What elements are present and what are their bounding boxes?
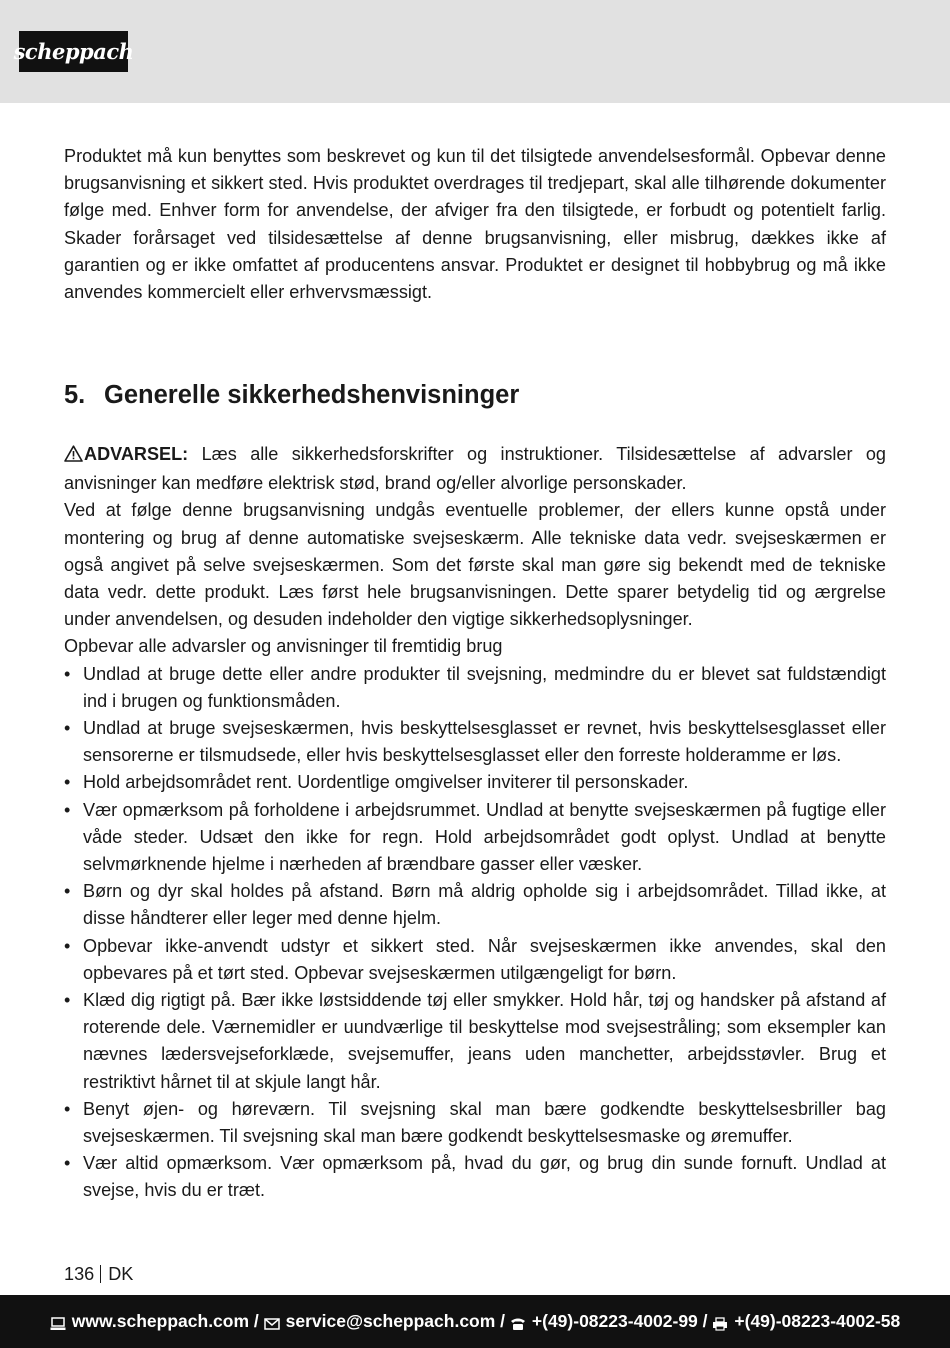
footer-separator: / (249, 1311, 264, 1331)
bullet-item (64, 769, 886, 796)
bullet-text: Vær altid opmærksom. Vær opmærksom på, hvad du gør, og brug din sunde fornuft. Undlad at svejse, hvis du er træt. (83, 1153, 886, 1201)
bullet-text: Børn og dyr skal holdes på afstand. Børn må aldrig opholde sig i arbejdsområdet. Tillad ikke, at disse håndterer eller leger med denne hjelm. (83, 881, 886, 929)
bullet-item (64, 797, 886, 879)
bullet-dot: • (64, 1153, 71, 1174)
phone-icon (510, 1315, 526, 1329)
header-band (0, 0, 950, 103)
section-title: Generelle sikkerhedshenvisninger (104, 381, 520, 409)
bullet-dot: • (64, 663, 71, 684)
safety-bullet-list (64, 661, 886, 1205)
section-number: 5. (64, 381, 86, 409)
footer-fax: +(49)-08223-4002-58 (734, 1311, 901, 1331)
computer-icon (50, 1315, 66, 1329)
bullet-text: Undlad at bruge svejseskærmen, hvis beskyttelsesglasset er revnet, hvis beskyttelsesglasset eller sensorerne er tilsmudsede, eller hvis beskyttelsesglasset eller den forreste holderamme er løs. (83, 718, 886, 766)
footer-separator: / (697, 1311, 713, 1331)
bullet-item (64, 933, 886, 987)
footer-separator: / (495, 1311, 510, 1331)
logo-text: scheppach (13, 39, 134, 64)
warning-triangle-icon (64, 443, 84, 470)
bullet-dot: • (64, 935, 71, 956)
footer-email-link[interactable]: service@scheppach.com (285, 1311, 496, 1331)
bullet-dot: • (64, 718, 71, 739)
page-language: DK (108, 1264, 134, 1284)
warning-text: Læs alle sikkerhedsforskrifter og instruktioner. Tilsidesættelse af advarsler og anvisninger kan medføre elektrisk stød, brand og/eller alvorlige personskader. (64, 444, 886, 494)
body-paragraph-2: Opbevar alle advarsler og anvisninger til fremtidig brug (64, 636, 503, 657)
body-paragraph-1: Ved at følge denne brugsanvisning undgås eventuelle problemer, der ellers kunne opstå under montering og brug af denne automatiske svejseskærm. Alle tekniske data vedr. svejseskærmen er også angivet på selve svejseskærmen. Som det første skal man gøre sig bekendt med de tekniske data vedr. dette produkt. Læs først hele brugsanvisningen. Dette sparer betydelig tid og ærgrelse under anvendelsen, og desuden indeholder den vigtige sikkerhedsoplysninger. (64, 500, 886, 630)
scheppach-logo (13, 31, 134, 72)
bullet-text: Hold arbejdsområdet rent. Uordentlige omgivelser inviterer til personskader. (83, 772, 689, 793)
section-heading (64, 381, 886, 410)
bullet-text: Undlad at bruge dette eller andre produkter til svejsning, medmindre du er blevet sat fuldstændigt ind i brugen og funktionsmåden. (83, 663, 886, 711)
intro-section (64, 143, 886, 306)
contact-footer (0, 1295, 950, 1348)
bullet-dot: • (64, 881, 71, 902)
bullet-item (64, 1150, 886, 1204)
bullet-dot: • (64, 799, 71, 820)
bullet-dot: • (64, 772, 71, 793)
bullet-item (64, 1096, 886, 1150)
page-number-value: 136 (64, 1264, 95, 1284)
bullet-item (64, 661, 886, 715)
footer-website-link[interactable]: www.scheppach.com (71, 1311, 250, 1331)
safety-body (64, 441, 886, 1205)
intro-paragraph: Produktet må kun benyttes som beskrevet og kun til det tilsigtede anvendelsesformål. Opbevar denne brugsanvisning et sikkert sted. Hvis produktet overdrages til tredjepart, skal alle tilhørende dokumenter følge med. Enhver form for anvendelse, der afviger fra den tilsigtede, er forbudt og potentielt farlig. Skader forårsaget ved tilsidesættelse af denne brugsanvisning, eller misbrug, dækkes ikke af garantien og er ikke omfattet af producentens ansvar. Produktet er designet til hobbybrug og må ikke anvendes kommercielt eller erhvervsmæssigt. (64, 146, 886, 303)
bullet-text: Opbevar ikke-anvendt udstyr et sikkert sted. Når svejseskærmen ikke anvendes, skal den opbevares på et tørt sted. Opbevar svejseskærmen utilgængeligt for børn. (83, 935, 886, 983)
page-number-divider (100, 1265, 101, 1283)
bullet-item (64, 987, 886, 1096)
bullet-text: Klæd dig rigtigt på. Bær ikke løstsiddende tøj eller smykker. Hold hår, tøj og handsker på afstand af roterende dele. Værnemidler er uundværlige til beskyttelse mod svejsestråling; som eksempler kan nævnes lædersvejseforklæde, svejsemuffer, jeans uden manchetter, arbejdsstøvler. Brug et restriktivt hårnet til at skjule langt hår. (83, 990, 886, 1092)
bullet-dot: • (64, 990, 71, 1011)
footer-phone: +(49)-08223-4002-99 (531, 1311, 698, 1331)
bullet-text: Vær opmærksom på forholdene i arbejdsrummet. Undlad at benytte svejseskærmen på fugtige eller våde steder. Udsæt den ikke for regn. Hold arbejdsområdet godt oplyst. Undlad at benytte selvmørknende hjelme i nærheden af brændbare gasser eller væsker. (83, 799, 886, 875)
warning-paragraph (64, 441, 886, 497)
bullet-item (64, 878, 886, 932)
envelope-icon (264, 1315, 280, 1329)
warning-label: ADVARSEL: (84, 444, 189, 464)
page-number (64, 1261, 133, 1288)
bullet-text: Benyt øjen- og høreværn. Til svejsning skal man bære godkendte beskyttelsesbriller bag svejseskærmen. Til svejsning skal man bære godkendt beskyttelsesmaske og øremuffer. (83, 1098, 886, 1147)
bullet-dot: • (64, 1098, 71, 1119)
bullet-item (64, 715, 886, 769)
fax-icon (712, 1315, 728, 1329)
